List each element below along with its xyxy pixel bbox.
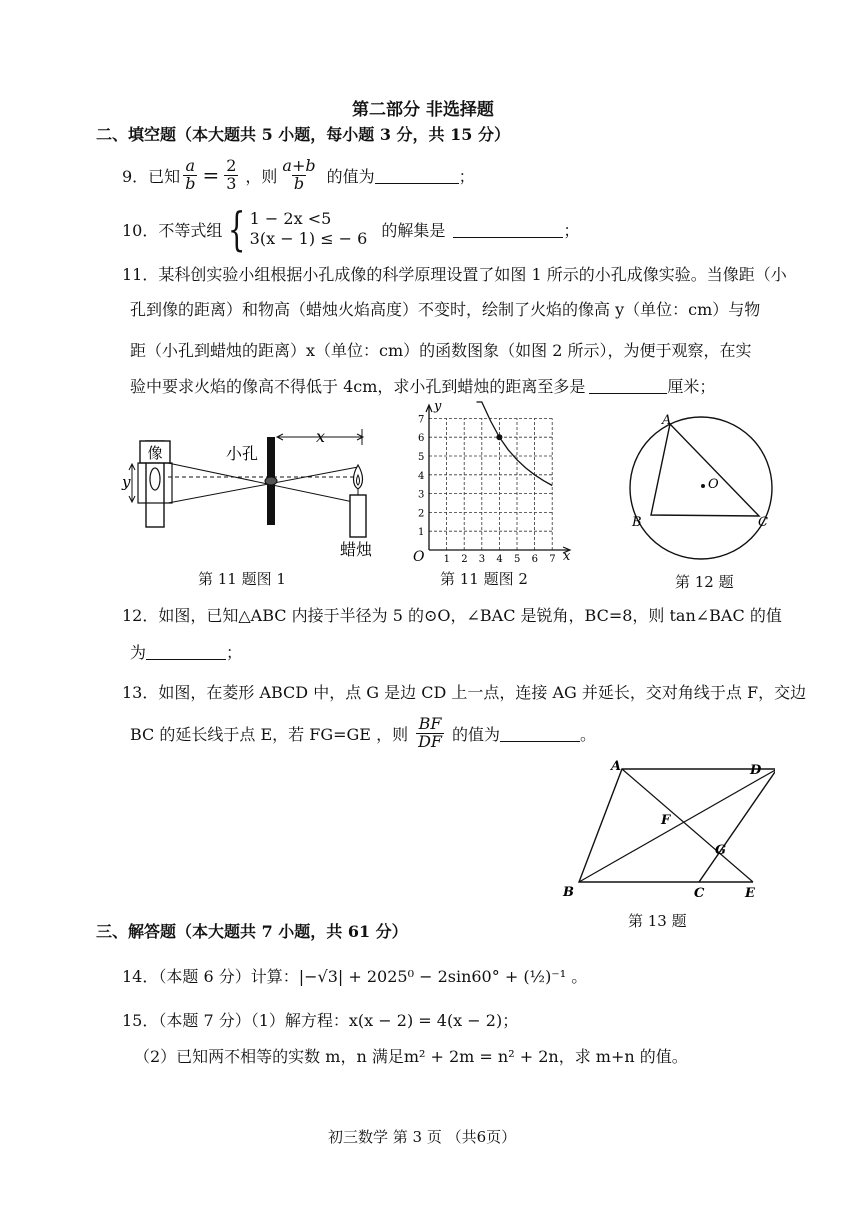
q13-answer-blank[interactable] [500, 725, 580, 742]
q10-inequality-2: 3(x − 1) ≤ − 6 [249, 229, 368, 248]
q13-line-2-text-a: BC 的延长线于点 E，若 FG=GE ，则 [130, 724, 409, 744]
q9-end: ； [458, 166, 475, 186]
fig3-label-b: B [632, 515, 642, 530]
fig2-marked-point [496, 434, 502, 440]
q9-fraction-2-3 [224, 158, 238, 193]
q12-line-2-text: 为 [130, 643, 147, 662]
q11-answer-blank[interactable] [589, 377, 667, 394]
q9-frac1-num: a [185, 156, 196, 175]
q11-line-4-end: 厘米； [667, 377, 716, 396]
q11-line-4 [130, 374, 715, 397]
page-footer: 初三数学 第 3 页 （共6页） [328, 1128, 517, 1146]
q10-tail: 的解集是 [381, 220, 446, 240]
q13-line-1: 13．如图，在菱形 ABCD 中，点 G 是边 CD 上一点，连接 AG 并延长，交对角线于点 F，交边 [122, 683, 807, 702]
q11-line-4-text: 验中要求火焰的像高不得低于 4cm，求小孔到蜡烛的距离至多是 [130, 377, 586, 396]
fig2-y-tick-label: 7 [418, 414, 425, 426]
fig4-caption: 第 13 题 [628, 912, 687, 930]
q10-end: ； [563, 220, 580, 240]
fig2-x-tick-label: 3 [478, 554, 486, 565]
q10-inequality-1: 1 − 2x <5 [249, 209, 332, 228]
fig2-y-tick-label: 4 [418, 470, 425, 482]
question-14: 14．（本题 6 分）计算：|−√3| + 2025⁰ − 2sin60° + (½)⁻¹ 。 [122, 967, 588, 986]
fig4-label-g: G [715, 843, 727, 858]
fig2-y-tick-label: 6 [418, 433, 425, 445]
section-2-title: 二、填空题（本大题共 5 小题，每小题 3 分，共 15 分） [96, 125, 510, 144]
fig3-label-o: O [708, 477, 719, 492]
fig2-origin-label: O [413, 549, 425, 565]
q13-frac-den: DF [418, 731, 443, 751]
fig1-hole-label: 小孔 [226, 444, 259, 463]
part-title: 第二部分 非选择题 [352, 100, 494, 120]
fig4-line-ae [622, 769, 753, 882]
q13-frac-num: BF [418, 714, 442, 733]
fig1-image-label: 像 [147, 444, 163, 462]
fig1-candle-label: 蜡烛 [340, 540, 373, 559]
figure-12-circle-triangle [618, 408, 788, 568]
q11-line-1: 11．某科创实验小组根据小孔成像的科学原理设置了如图 1 所示的小孔成像实验。当像距（小 [122, 265, 787, 284]
q13-fraction-bf-df [416, 716, 444, 751]
fig4-label-a: A [611, 760, 622, 774]
fig4-diagonal-bd [579, 769, 775, 882]
q10-prefix: 10．不等式组 [122, 220, 223, 240]
q9-tail: 的值为 [326, 166, 375, 186]
fig3-caption: 第 12 题 [675, 573, 734, 591]
fig2-x-tick-label: 5 [514, 554, 521, 565]
q10-answer-blank[interactable] [453, 221, 563, 238]
q9-equals: = [202, 163, 220, 188]
fig3-circle [630, 417, 772, 559]
q9-fraction-a-b [183, 158, 197, 193]
fig2-y-tick-label: 5 [418, 452, 425, 463]
q13-end: 。 [580, 724, 597, 744]
figure-11-2-graph [405, 398, 585, 566]
fig3-triangle-abc [651, 424, 759, 516]
q13-line-2-text-b: 的值为 [452, 724, 501, 744]
fig2-x-tick-label: 4 [496, 554, 503, 565]
q12-end: ； [226, 643, 243, 662]
question-9 [122, 158, 475, 193]
q12-line-2 [130, 640, 242, 663]
q13-line-2 [130, 716, 596, 751]
fig2-y-tick-label: 3 [418, 489, 425, 501]
question-10 [122, 202, 580, 256]
fig2-y-tick-label: 1 [418, 527, 425, 539]
q9-prefix: 9．已知 [122, 166, 181, 186]
q9-frac2-den: 3 [226, 173, 237, 193]
fig2-x-tick-label: 6 [531, 554, 538, 565]
fig2-x-tick-label: 2 [461, 554, 468, 565]
fig4-label-b: B [563, 885, 574, 900]
q9-frac2-num: 2 [226, 156, 237, 175]
q10-inequality-system [222, 202, 368, 256]
q12-answer-blank[interactable] [146, 643, 226, 660]
q9-frac3-den: b [293, 173, 305, 193]
fig2-caption: 第 11 题图 2 [440, 570, 528, 588]
fig3-label-a: A [662, 413, 672, 428]
fig3-label-c: C [758, 515, 768, 530]
q15-line-1: 15．（本题 7 分）（1）解方程：x(x − 2) = 4(x − 2)； [122, 1011, 519, 1030]
fig4-label-e: E [745, 886, 755, 901]
fig2-x-label: x [563, 549, 571, 564]
fig2-y-label: y [434, 399, 442, 414]
q9-fraction-ab-b [280, 158, 317, 193]
fig1-y-label: y [122, 473, 131, 491]
fig2-curve [477, 402, 553, 486]
fig3-center-point [701, 484, 705, 488]
fig2-y-tick-label: 2 [418, 508, 425, 520]
q9-answer-blank[interactable] [375, 167, 459, 184]
fig4-label-c: C [694, 886, 705, 901]
q9-frac3-num: a+b [282, 156, 316, 175]
figure-13-rhombus [555, 760, 775, 905]
fig1-x-label: x [316, 427, 326, 446]
fig2-x-tick-label: 1 [443, 554, 450, 565]
section-3-title: 三、解答题（本大题共 7 小题，共 61 分） [96, 922, 408, 941]
q11-line-3: 距（小孔到蜡烛的距离）x（单位：cm）的函数图象（如图 2 所示），为便于观察，在实 [130, 341, 752, 360]
q9-mid: ，则 [245, 166, 278, 186]
q9-frac1-den: b [185, 173, 196, 193]
fig1-caption: 第 11 题图 1 [198, 570, 286, 588]
q15-line-2: （2）已知两不相等的实数 m，n 满足m² + 2m = n² + 2n，求 m+n 的值。 [134, 1047, 688, 1066]
q11-line-2: 孔到像的距离）和物高（蜡烛火焰高度）不变时，绘制了火焰的像高 y（单位：cm）与物 [130, 300, 761, 319]
fig4-label-f: F [661, 813, 671, 828]
fig2-grid [429, 418, 552, 550]
figure-11-1-pinhole [118, 415, 388, 575]
q10-brace: { [228, 202, 246, 256]
fig4-label-d: D [750, 763, 762, 778]
fig2-x-tick-label: 7 [549, 554, 556, 565]
q12-line-1: 12．如图，已知△ABC 内接于半径为 5 的⊙O，∠BAC 是锐角，BC=8，则 tan∠BAC 的值 [122, 606, 782, 625]
